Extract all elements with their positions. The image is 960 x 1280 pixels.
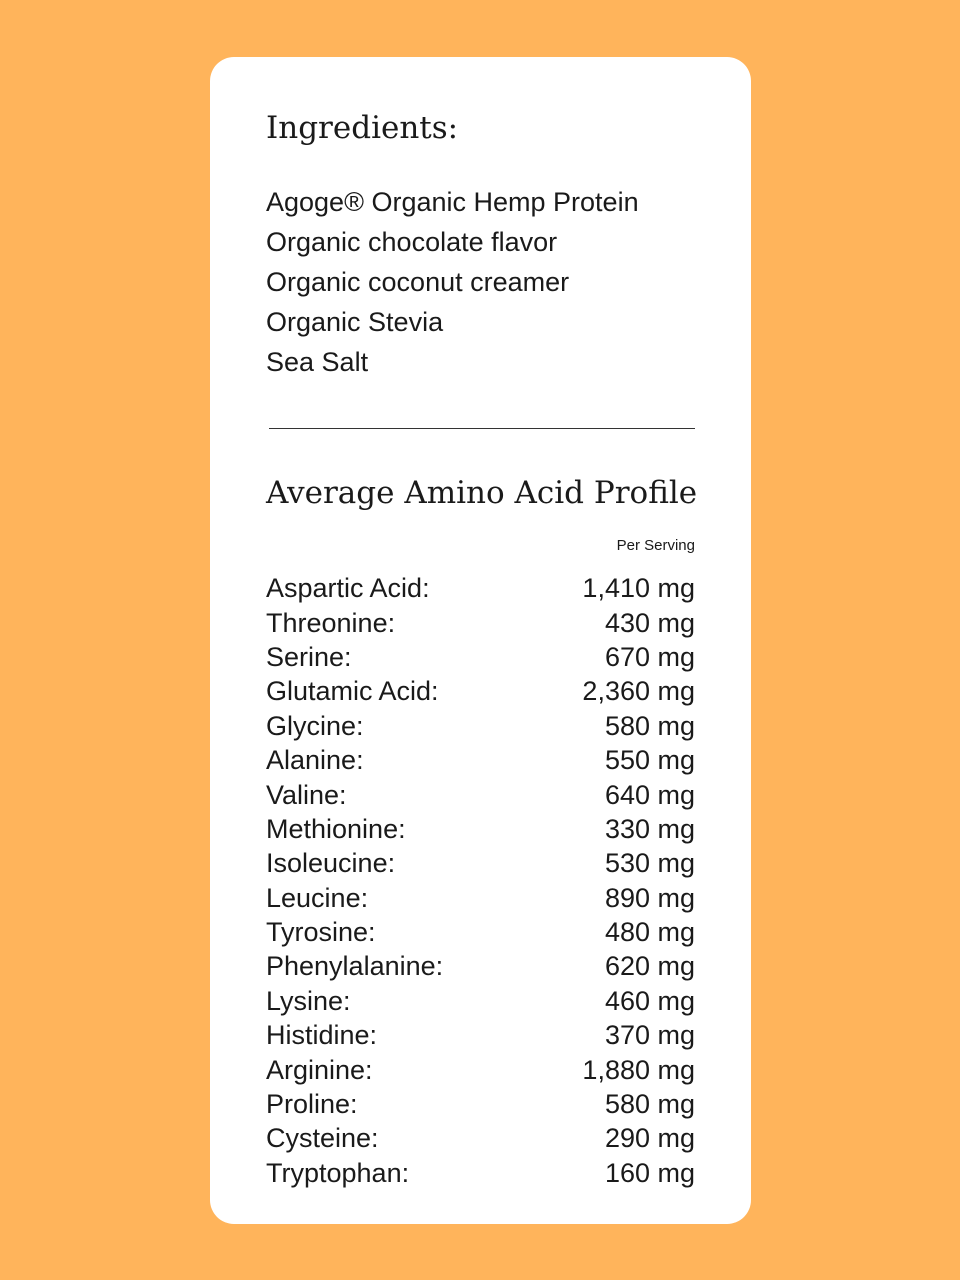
amino-value: 330 mg	[604, 813, 695, 844]
amino-name: Aspartic Acid:	[266, 573, 430, 604]
amino-name: Histidine:	[266, 1020, 378, 1051]
amino-name: Threonine:	[266, 607, 396, 638]
amino-row	[266, 949, 695, 983]
amino-row	[266, 605, 695, 639]
amino-row	[266, 777, 695, 811]
amino-row	[266, 1087, 695, 1121]
amino-name: Proline:	[266, 1089, 358, 1120]
amino-row	[266, 812, 695, 846]
amino-row	[266, 709, 695, 743]
amino-value: 580 mg	[604, 710, 695, 741]
amino-name: Alanine:	[266, 745, 364, 776]
ingredients-list	[266, 182, 639, 382]
ingredients-title: Ingredients:	[266, 110, 459, 146]
amino-row	[266, 674, 695, 708]
ingredient-item: Sea Salt	[266, 347, 369, 377]
amino-row	[266, 1018, 695, 1052]
amino-row	[266, 571, 695, 605]
amino-name: Tryptophan:	[266, 1157, 410, 1188]
amino-name: Tyrosine:	[266, 917, 376, 948]
amino-row	[266, 743, 695, 777]
ingredient-item: Agoge® Organic Hemp Protein	[266, 187, 639, 217]
amino-value: 2,360 mg	[582, 676, 695, 707]
amino-row	[266, 984, 695, 1018]
amino-value: 1,880 mg	[582, 1054, 695, 1085]
amino-value: 890 mg	[604, 882, 695, 913]
amino-name: Leucine:	[266, 882, 369, 913]
amino-value: 640 mg	[604, 779, 695, 810]
amino-row	[266, 915, 695, 949]
ingredient-item: Organic coconut creamer	[266, 267, 570, 297]
amino-value: 670 mg	[604, 641, 695, 672]
amino-name: Lysine:	[266, 985, 351, 1016]
amino-name: Cysteine:	[266, 1123, 379, 1154]
amino-name: Glycine:	[266, 710, 364, 741]
amino-row	[266, 1156, 695, 1190]
amino-row	[266, 640, 695, 674]
amino-name: Glutamic Acid:	[266, 676, 439, 707]
amino-value: 160 mg	[604, 1157, 695, 1188]
amino-value: 430 mg	[604, 607, 695, 638]
amino-value: 550 mg	[604, 745, 695, 776]
amino-value: 530 mg	[604, 848, 695, 879]
amino-row	[266, 846, 695, 880]
amino-row	[266, 1052, 695, 1086]
amino-name: Valine:	[266, 779, 347, 810]
amino-value: 370 mg	[604, 1020, 695, 1051]
amino-name: Phenylalanine:	[266, 951, 444, 982]
per-serving-label: Per Serving	[616, 537, 695, 554]
amino-name: Isoleucine:	[266, 848, 396, 879]
amino-name: Serine:	[266, 641, 352, 672]
amino-name: Arginine:	[266, 1054, 373, 1085]
section-divider	[269, 428, 695, 429]
amino-value: 1,410 mg	[582, 573, 695, 604]
amino-row	[266, 1121, 695, 1155]
amino-row	[266, 881, 695, 915]
amino-value: 620 mg	[604, 951, 695, 982]
ingredient-item: Organic Stevia	[266, 307, 444, 337]
amino-acid-table	[266, 571, 695, 1190]
amino-value: 580 mg	[604, 1089, 695, 1120]
ingredient-item: Organic chocolate flavor	[266, 227, 558, 257]
amino-value: 460 mg	[604, 985, 695, 1016]
label-card	[210, 57, 751, 1224]
amino-value: 290 mg	[604, 1123, 695, 1154]
amino-name: Methionine:	[266, 813, 406, 844]
amino-profile-title: Average Amino Acid Profile	[266, 475, 698, 511]
amino-value: 480 mg	[604, 917, 695, 948]
